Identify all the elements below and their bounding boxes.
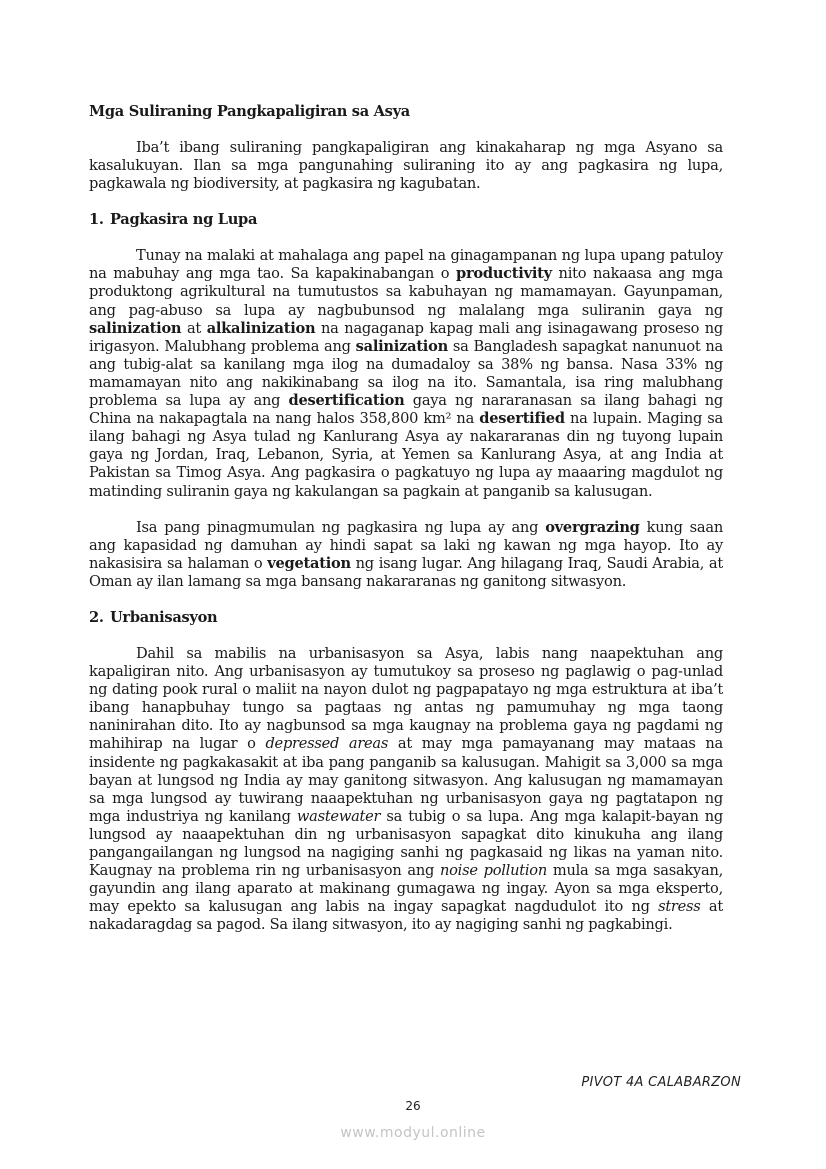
section-title: Pagkasira ng Lupa: [110, 211, 258, 229]
bold-term: alkalinization: [206, 319, 316, 337]
bold-term: overgrazing: [545, 518, 640, 536]
section-number: 1.: [89, 211, 104, 229]
bold-term: desertified: [479, 410, 565, 428]
section-heading-urbanisasyon: [89, 609, 723, 627]
document-page: [89, 103, 723, 934]
italic-term: wastewater: [296, 807, 381, 825]
bold-term: salinization: [89, 319, 182, 337]
text-run: na lupain. Maging sa ilang bahagi ng Asya tulad ng Kanlurang Asya ay nakararanas din ng tuyong lupain gaya ng Jordan, Iraq, Lebanon, Syria, at Yemen sa Kanlurang Asya, at ang India at Pakistan sa Timog Asya. Ang pagkasira o pagkatuyo ng lupa ay maaaring magdulot ng matinding suliranin gaya ng kakulangan sa pagkain at panganib sa kalusugan.: [89, 410, 723, 500]
text-run: Isa pang pinagmumulan ng pagkasira ng lupa ay ang: [136, 518, 546, 536]
text-run: Tunay na malaki at mahalaga ang papel na ginagampanan ng lupa upang patuloy na mabuhay ang mga tao. Sa kapakinabangan o: [89, 247, 723, 283]
text-run: gaya ng nararanasan sa ilang bahagi ng China na nakapagtala na nang halos 358,800 km² na: [89, 392, 724, 428]
text-run: kung saan ang kapasidad ng damuhan ay hindi sapat sa laki ng kawan ng mga hayop. Ito ay nakasisira sa halaman o: [89, 518, 723, 572]
section-heading-pagkasira-ng-lupa: [89, 211, 723, 229]
page-title: Mga Suliraning Pangkapaligiran sa Asya: [89, 103, 410, 120]
italic-term: stress: [658, 898, 701, 916]
text-run: ng isang lugar. Ang hilagang Iraq, Saudi Arabia, at Oman ay ilan lamang sa mga bansang nakararanas ng ganitong sitwasyon.: [89, 554, 723, 590]
body-paragraph: [89, 645, 723, 935]
text-run: mula sa mga sasakyan, gayundin ang ilang aparato at makinang gumagawa ng ingay. Ayon sa mga eksperto, may epekto sa kalusugan ang labis na ingay sapagkat nagdudulot ito ng: [89, 862, 723, 916]
text-run: na nagaganap kapag mali ang isinagawang proseso ng irigasyon. Malubhang problema ang: [89, 319, 724, 355]
text-run: Dahil sa mabilis na urbanisasyon sa Asya, labis nang naapektuhan ang kapaligiran nito. Ang urbanisasyon ay tumutukoy sa proseso ng paglawig o pag-unlad ng dating pook rural o maliit na nayon dulot ng pagpapatayo ng mga estruktura at iba’t ibang hanapbuhay tungo sa pagtaas ng antas ng pamumuhay ng mga taong naninirahan dito. Ito ay nagbunsod sa mga kaugnay na problema gaya ng pagdami ng mahihirap na lugar o: [89, 644, 723, 753]
text-run: at nakadaragdag sa pagod. Sa ilang sitwasyon, ito ay nagiging sanhi ng pagkabingi.: [89, 898, 723, 934]
page-number: 26: [405, 1099, 421, 1113]
section-number: 2.: [89, 608, 104, 626]
intro-paragraph: Iba’t ibang suliraning pangkapaligiran ang kinakaharap ng mga Asyano sa kasalukuyan. Ilan sa mga pangunahing suliraning ito ay ang pagkasira ng lupa, pagkawala ng biodiversity, at pagkasira ng kagubatan.: [89, 139, 723, 193]
section-title: Urbanisasyon: [110, 608, 218, 626]
body-paragraph: [89, 519, 723, 591]
text-run: at may mga pamayanang may mataas na insidente ng pagkakasakit at iba pang panganib sa kalusugan. Mahigit sa 3,000 sa mga bayan at lungsod ng India ay may ganitong sitwasyon. Ang kalusugan ng mamamayan sa mga lungsod ay tuwirang naaapektuhan ng urbanisasyon gaya ng pagtatapon ng mga industriya ng kanilang: [89, 735, 724, 825]
text-run: sa tubig o sa lupa. Ang mga kalapit-bayan ng lungsod ay naaapektuhan din ng urbanisasyon sapagkat dito kinukuha ang ilang pangangailangan ng lungsod na nagiging sanhi ng pagkasaid ng likas na yaman nito. Kaugnay na problema rin ng urbanisasyon ang: [89, 807, 723, 880]
text-run: nito nakaasa ang mga produktong agrikultural na tumutustos sa kabuhayan ng mamamayan. Gayunpaman, ang pag-abuso sa lupa ay nagbubunsod ng malalang mga suliranin gaya ng: [89, 265, 723, 319]
bold-term: desertification: [288, 392, 405, 410]
watermark-link[interactable]: www.modyul.online: [340, 1125, 486, 1141]
bold-term: vegetation: [267, 554, 351, 572]
bold-term: salinization: [355, 337, 448, 355]
text-run: sa Bangladesh sapagkat nanunuot na ang tubig-alat sa kanilang mga ilog na dumadaloy sa 38% ng bansa. Nasa 33% ng mamamayan nito ang nakikinabang sa ilog na ito. Samantala, isa ring malubhang problema sa lupa ay ang: [89, 337, 723, 410]
text-run: at: [181, 319, 207, 337]
italic-term: depressed areas: [265, 735, 389, 753]
italic-term: noise pollution: [440, 862, 547, 880]
body-paragraph: [89, 247, 723, 500]
bold-term: productivity: [455, 265, 552, 283]
footer-brand: PIVOT 4A CALABARZON: [581, 1075, 741, 1090]
